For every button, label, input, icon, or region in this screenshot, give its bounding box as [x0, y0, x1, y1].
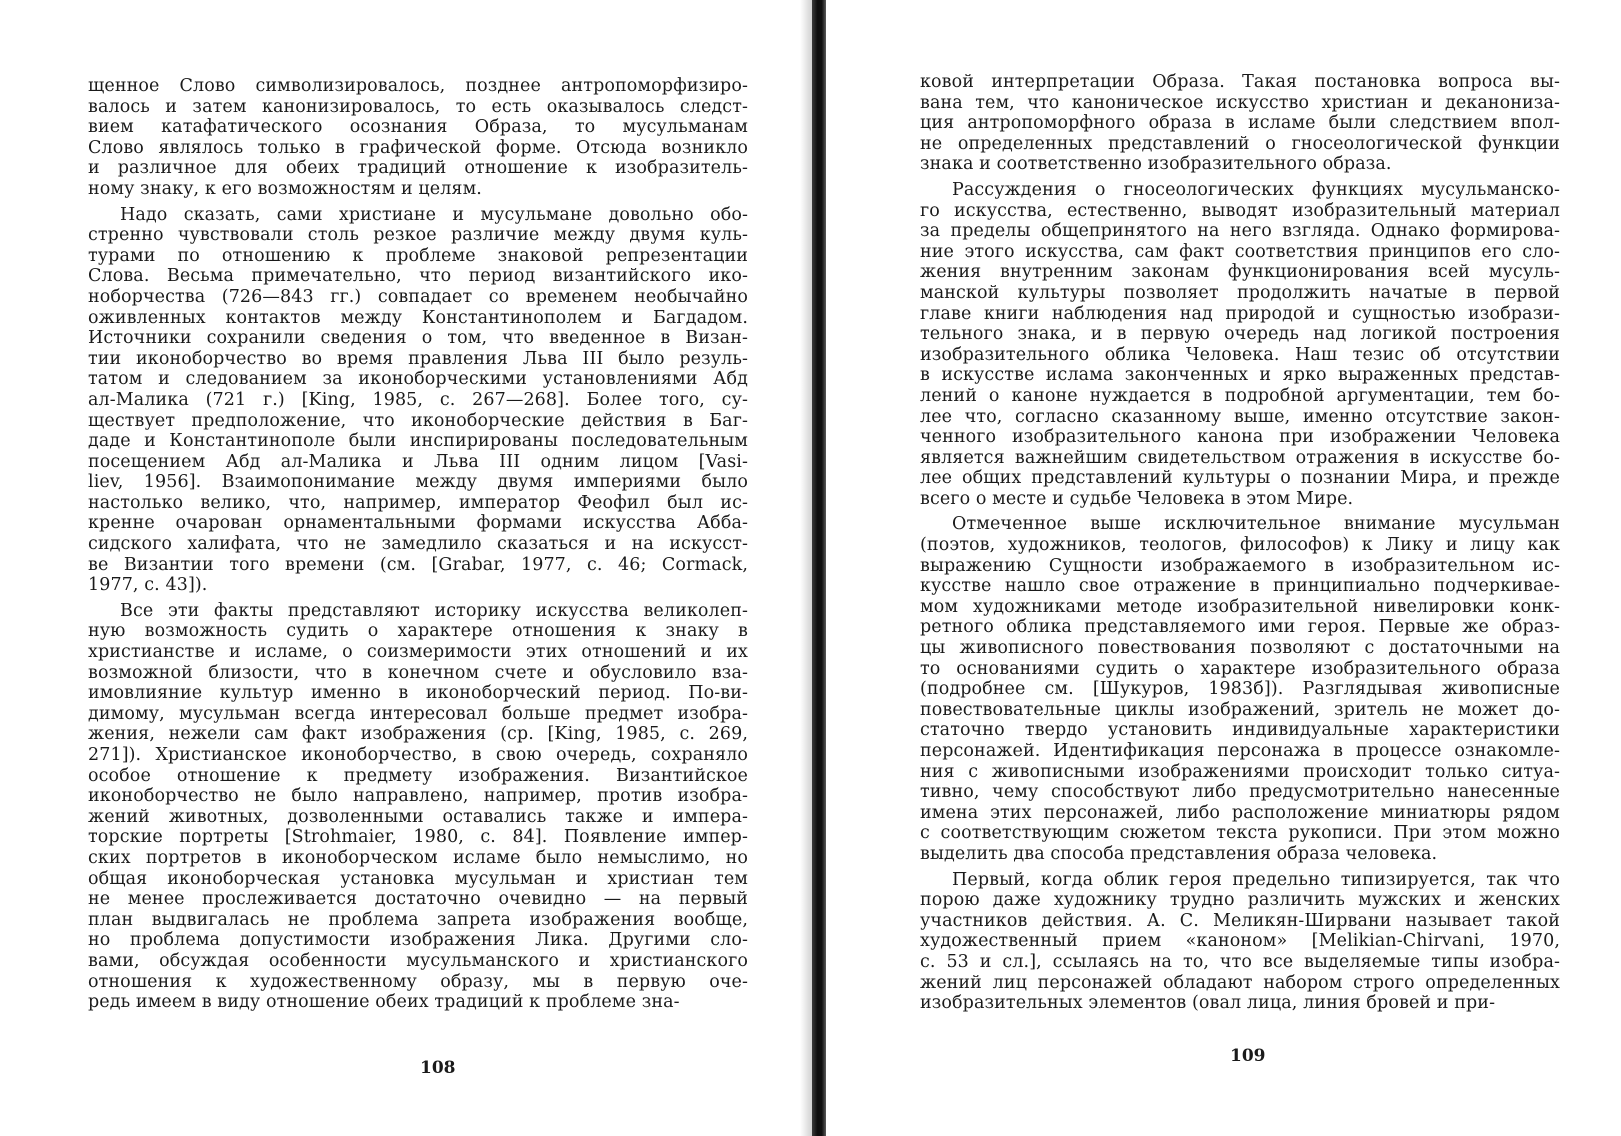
text-line: является важнейшим свидетельством отражения в искусстве бо- [920, 447, 1560, 468]
text-line: сидского халифата, что не замедлило сказаться и на искусст- [88, 534, 748, 555]
text-line: лее что, согласно сказанному выше, именно отсутствие закон- [920, 406, 1560, 427]
text-line: татом и следованием за иконоборческими установлениями Абд [88, 369, 748, 390]
text-line: (подробнее см. [Шукуров, 1983б]). Разглядывая живописные [920, 679, 1560, 700]
paragraph [920, 72, 1560, 175]
text-line: 271]). Христианское иконоборчество, в свою очередь, сохраняло [88, 745, 748, 765]
text-line: ноборчества (726—843 гг.) совпадает со временем необычайно [88, 286, 748, 307]
text-line: Слова. Весьма примечательно, что период византийского ико- [88, 266, 748, 287]
text-line: порою даже художнику трудно различить мужских и женских [920, 890, 1560, 911]
text-line: выражению Сущности изображаемого в изобразительном ис- [920, 555, 1560, 576]
text-line: Рассуждения о гносеологических функциях мусульманско- [952, 179, 1560, 200]
book-gutter [812, 0, 826, 1136]
text-line: лее общих представлений культуры о познании Мира, и прежде [920, 468, 1560, 489]
paragraph [88, 76, 748, 200]
text-line: посещением Абд ал-Малика и Льва III одним лицом [Vasi- [88, 451, 748, 472]
text-line: ние этого искусства, сам факт соответствия принципов его сло- [920, 241, 1560, 262]
text-line: ал-Малика (721 г.) [King, 1985, с. 267—268]. Более того, су- [88, 389, 748, 410]
text-line: тельного знака, и в первую очередь над логикой построения [920, 324, 1560, 345]
text-line: ния с живописными изображениями происходит только ситуа- [920, 761, 1560, 782]
text-line: вием катафатического осознания Образа, то мусульманам [88, 117, 748, 138]
text-line: ному знаку, к его возможностям и целям. [88, 178, 482, 199]
paragraph [920, 870, 1560, 1014]
text-line: тии иконоборчество во время правления Льва III было резуль- [88, 348, 748, 369]
text-line: редь имеем в виду отношение обеих традиций к проблеме зна- [88, 992, 680, 1013]
text-line: Все эти факты представляют историку искусства великолеп- [120, 600, 748, 621]
text-line: с соответствующим сюжетом текста рукописи. При этом можно [920, 823, 1560, 844]
text-line: главе книги наблюдения над природой и сущностью изобрази- [920, 303, 1560, 324]
text-line: цы живописного повествования позволяют с достаточными на [920, 638, 1560, 659]
text-line: димому, мусульман всегда интересовал больше предмет изобра- [88, 703, 748, 724]
text-line: не менее прослеживается достаточно очевидно — на первый [88, 889, 748, 910]
text-line: план выдвигалась не проблема запрета изображения вообще, [88, 909, 748, 930]
text-line: жения, нежели сам факт изображения (ср. [King, 1985, с. 269, [88, 724, 748, 745]
text-line: лений о каноне нуждается в подробной аргументации, тем бо- [920, 385, 1560, 406]
text-line: оживленных контактов между Константинополем и Багдадом. [88, 307, 748, 328]
text-line: мом художниками методе изобразительной нивелировки конк- [920, 596, 1560, 617]
text-line: выделить два способа представления образа человека. [920, 843, 1438, 864]
text-line: статочно твердо установить индивидуальные характеристики [920, 720, 1560, 741]
text-line: го искусства, естественно, выводят изобразительный материал [920, 200, 1560, 221]
text-line: даде и Константинополе были инспирированы последовательным [88, 431, 748, 452]
text-line: вами, обсуждая особенности мусульманского и христианского [88, 950, 748, 971]
text-line: валось и затем канонизировалось, то есть оказывалось следст- [88, 96, 748, 117]
text-line: за пределы общепринятого на него взгляда. Однако формирова- [920, 221, 1560, 242]
text-line: настолько велико, что, например, император Феофил был ис- [88, 492, 748, 513]
text-line: но проблема допустимости изображения Лика. Другими сло- [88, 930, 748, 951]
text-line: иконоборчество не было направлено, например, против изобра- [88, 786, 748, 807]
text-line: жения внутренним законам функционирования всей мусуль- [920, 262, 1560, 283]
text-line: изобразительного облика Человека. Наш тезис об отсутствии [920, 344, 1560, 365]
text-line: кренне очарован орнаментальными формами искусства Абба- [88, 513, 748, 534]
text-line: то основаниями судить о характере изобразительного образа [920, 658, 1560, 679]
text-line: не определенных представлений о гносеологической функции [920, 133, 1560, 154]
text-line: ция антропоморфного образа в исламе были следствием впол- [920, 113, 1560, 134]
paragraph [920, 514, 1560, 864]
text-line: и различное для обеих традиций отношение к изобразитель- [88, 158, 748, 179]
paragraph [88, 601, 748, 1013]
text-line: жений животных, дозволенными оставались также и импера- [88, 806, 748, 827]
paragraph [88, 205, 748, 596]
text-line: манской культуры позволяет продолжить начатые в первой [920, 282, 1560, 303]
text-line: возможной близости, что в конечном счете и обусловило вза- [88, 662, 748, 683]
text-line: (поэтов, художников, теологов, философов) к Лику и лицу как [920, 535, 1560, 556]
text-line: liev, 1956]. Взаимопонимание между двумя империями было [88, 472, 748, 493]
text-line: персонажей. Идентификация персонажа в процессе ознакомле- [920, 741, 1560, 761]
text-line: тивно, чему способствуют либо предусмотрительно нанесенные [920, 782, 1560, 803]
text-line: ковой интерпретации Образа. Такая постановка вопроса вы- [920, 72, 1560, 92]
text-line: ную возможность судить о характере отношения к знаку в [88, 621, 748, 642]
text-line: Слово являлось только в графической форме. Отсюда возникло [88, 137, 748, 158]
left-page-number: 108 [420, 1058, 456, 1078]
text-line: ществует предположение, что иконоборческие действия в Баг- [88, 410, 748, 431]
text-line: художественный прием «каноном» [Melikian-Chirvani, 1970, [920, 931, 1560, 952]
text-line: Отмеченное выше исключительное внимание мусульман [952, 514, 1560, 535]
text-line: общая иконоборческая установка мусульман и христиан тем [88, 868, 748, 889]
text-line: знака и соответственно изобразительного образа. [920, 154, 1392, 175]
text-line: изобразительных элементов (овал лица, линия бровей и при- [920, 993, 1496, 1014]
text-line: ве Византии того времени (см. [Grabar, 1977, с. 46; Cormack, [88, 554, 748, 575]
text-line: Источники сохранили сведения о том, что введенное в Визан- [88, 328, 748, 349]
text-line: участников действия. А. С. Меликян-Ширвани называет такой [920, 910, 1560, 931]
text-line: в искусстве ислама законченных и ярко выраженных представ- [920, 365, 1560, 386]
text-line: щенное Слово символизировалось, позднее антропоморфизиро- [88, 76, 748, 96]
paragraph [920, 180, 1560, 510]
text-line: 1977, с. 43]). [88, 575, 208, 596]
text-line: всего о месте и судьбе Человека в этом Мире. [920, 488, 1354, 509]
text-line: торские портреты [Strohmaier, 1980, с. 84]. Появление импер- [88, 827, 748, 848]
text-line: христианстве и исламе, о соизмеримости этих отношений и их [88, 642, 748, 663]
text-line: кусстве нашло свое отражение в принципиально подчеркивае- [920, 576, 1560, 597]
text-line: турами по отношению к проблеме знаковой репрезентации [88, 245, 748, 266]
gutter-shadow [800, 0, 812, 1136]
text-line: имена этих персонажей, либо расположение миниатюры рядом [920, 802, 1560, 823]
right-page-text [920, 72, 1560, 1014]
text-line: Надо сказать, сами христиане и мусульмане довольно обо- [120, 204, 748, 225]
text-line: ретного облика представляемого ими героя. Первые же образ- [920, 617, 1560, 638]
left-page-text [88, 76, 748, 1013]
text-line: вана тем, что каноническое искусство христиан и деканониза- [920, 92, 1560, 113]
text-line: жений лиц персонажей обладают набором строго определенных [920, 972, 1560, 993]
text-line: Первый, когда облик героя предельно типизируется, так что [952, 869, 1560, 890]
text-line: особое отношение к предмету изображения. Византийское [88, 765, 748, 786]
text-line: ченного изобразительного канона при изображении Человека [920, 427, 1560, 448]
text-line: имовлияние культур именно в иконоборческий период. По-ви- [88, 683, 748, 704]
text-line: стренно чувствовали столь резкое различие между двумя куль- [88, 225, 748, 246]
text-line: повествовательные циклы изображений, зритель не может до- [920, 699, 1560, 720]
right-page-number: 109 [1230, 1046, 1266, 1066]
text-line: отношения к художественному образу, мы в первую оче- [88, 971, 748, 992]
text-line: ских портретов в иконоборческом исламе было немыслимо, но [88, 847, 748, 868]
text-line: с. 53 и сл.], ссылаясь на то, что все выделяемые типы изобра- [920, 951, 1560, 972]
